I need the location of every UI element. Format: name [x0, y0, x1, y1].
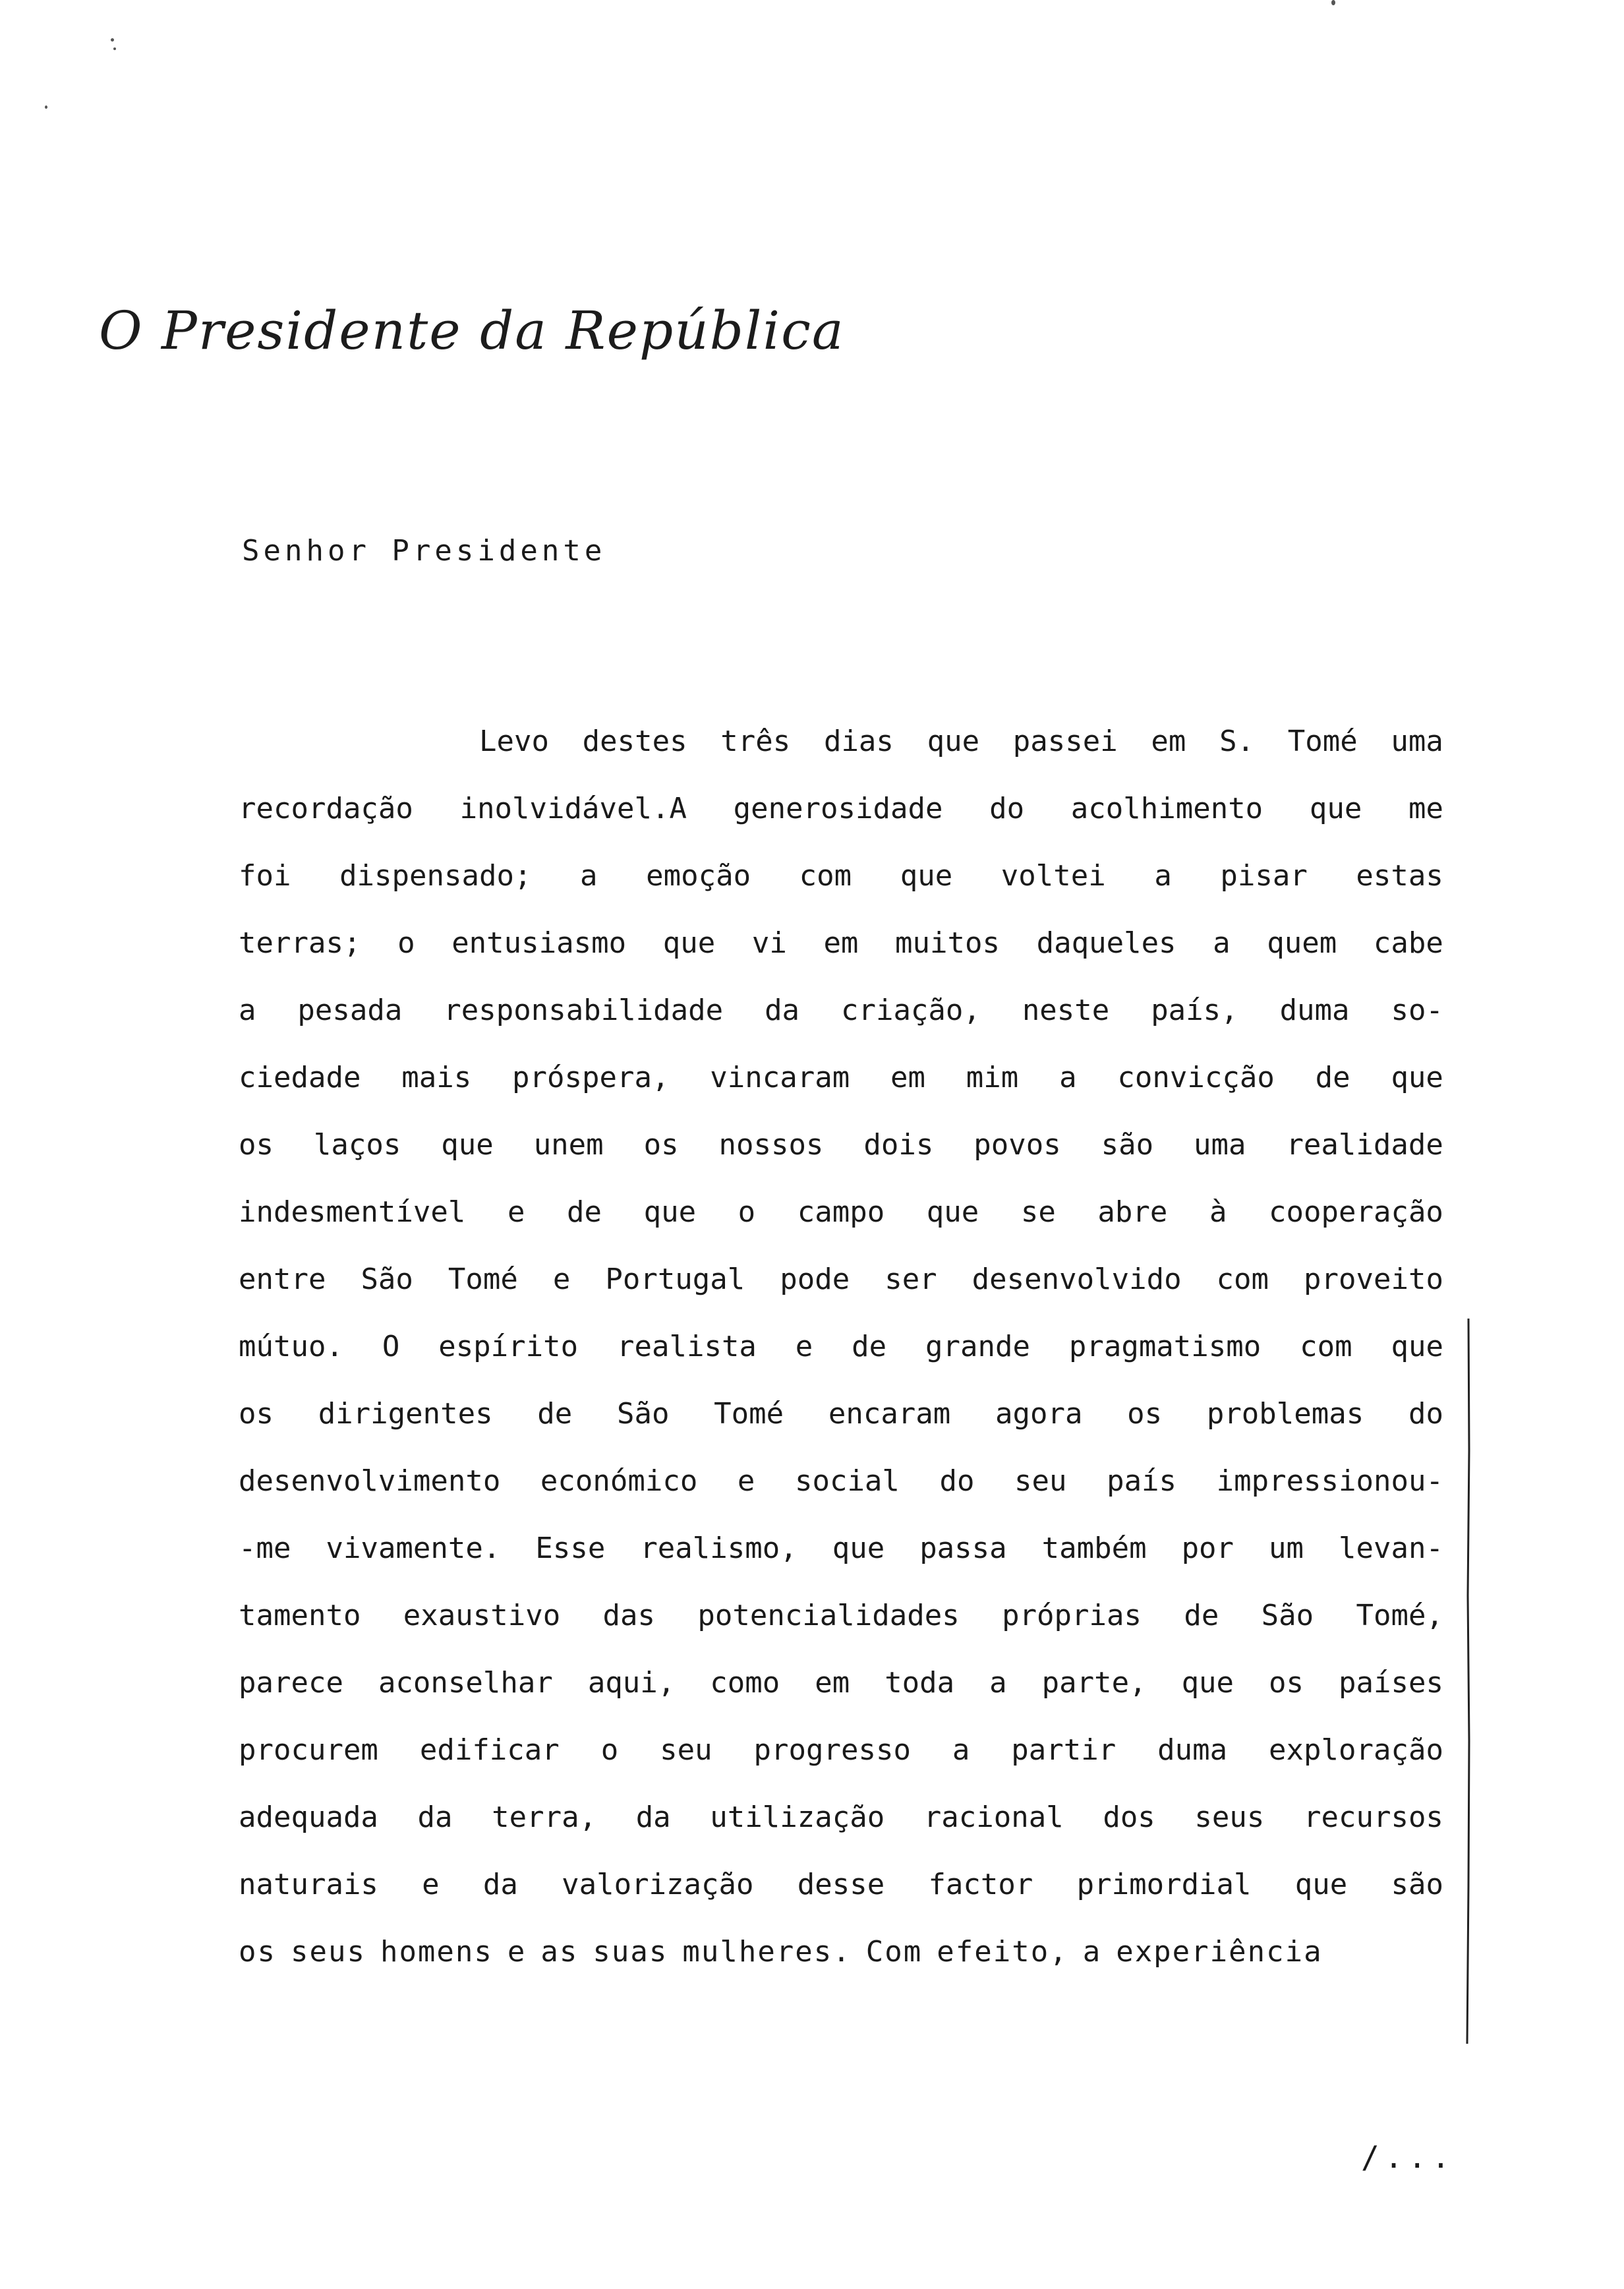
word: de: [1184, 1599, 1219, 1632]
word: São: [361, 1263, 413, 1296]
word: de: [852, 1330, 887, 1363]
word: progresso: [753, 1733, 911, 1767]
word: desse: [797, 1868, 885, 1901]
word: da: [765, 994, 800, 1027]
word: que: [662, 926, 716, 960]
word: também: [1041, 1531, 1147, 1565]
word: Portugal: [605, 1263, 745, 1296]
word: foi: [239, 859, 291, 893]
word: dias: [823, 725, 894, 758]
body-line: [239, 1865, 1443, 1932]
word: os: [643, 1128, 679, 1162]
word: -me: [239, 1531, 291, 1565]
word: entusiasmo: [451, 926, 627, 960]
scan-speck: [113, 47, 116, 50]
word: partir: [1011, 1733, 1116, 1767]
body-line: [239, 1529, 1443, 1596]
word: pisar: [1220, 859, 1308, 893]
word: unem: [533, 1128, 604, 1162]
word: são: [1391, 1868, 1443, 1901]
word: a: [1213, 926, 1231, 960]
word: tamento: [239, 1599, 361, 1632]
body-line: [239, 1125, 1443, 1193]
word: próspera,: [512, 1061, 670, 1094]
word: exploração: [1269, 1733, 1443, 1767]
word: do: [939, 1464, 975, 1498]
word: da: [635, 1800, 671, 1834]
word: recordação: [239, 792, 413, 825]
body-line: [239, 856, 1443, 924]
word: os: [239, 1935, 276, 1969]
word: naturais: [239, 1868, 378, 1901]
word: muitos: [895, 926, 1000, 960]
word: a: [989, 1666, 1007, 1700]
word: realidade: [1286, 1128, 1443, 1162]
word: homens: [380, 1935, 493, 1969]
word: Tomé,: [1356, 1599, 1443, 1632]
word: acolhimento: [1070, 792, 1263, 825]
word: seu: [660, 1733, 712, 1767]
word: como: [710, 1666, 780, 1700]
word: se: [1020, 1195, 1056, 1229]
word: a: [1059, 1061, 1077, 1094]
word: que: [927, 725, 980, 758]
word: suas: [593, 1935, 668, 1969]
letterhead-title: O Presidente da República: [99, 300, 845, 361]
word: realismo,: [640, 1531, 798, 1565]
word: do: [1408, 1397, 1443, 1431]
word: dirigentes: [318, 1397, 493, 1431]
word: inolvidável.A: [459, 792, 687, 825]
word: que: [900, 859, 953, 893]
word: nossos: [718, 1128, 824, 1162]
word: toda: [884, 1666, 955, 1700]
word: os: [1269, 1666, 1304, 1700]
word: Esse: [535, 1531, 606, 1565]
word: que: [926, 1195, 979, 1229]
word: so-: [1391, 994, 1443, 1027]
word: responsabilidade: [444, 994, 724, 1027]
word: desenvolvimento: [239, 1464, 501, 1498]
word: terras;: [239, 926, 361, 960]
word: económico: [540, 1464, 698, 1498]
body-line: [239, 1596, 1443, 1663]
word: abre: [1097, 1195, 1168, 1229]
word: o: [738, 1195, 756, 1229]
word: uma: [1194, 1128, 1246, 1162]
word: ciedade: [239, 1061, 361, 1094]
word: e: [507, 1935, 527, 1969]
word: vincaram: [710, 1061, 850, 1094]
word: seus: [1194, 1800, 1265, 1834]
word: campo: [797, 1195, 885, 1229]
scan-speck: [1331, 0, 1335, 5]
word: dispensado;: [339, 859, 532, 893]
word: os: [1127, 1397, 1163, 1431]
word: S.: [1219, 725, 1255, 758]
word: as: [540, 1935, 579, 1969]
word: passa: [919, 1531, 1007, 1565]
word: daqueles: [1036, 926, 1176, 960]
word: povos: [973, 1128, 1061, 1162]
word: de: [1315, 1061, 1350, 1094]
word: cabe: [1373, 926, 1443, 960]
page-continuation-mark: /...: [1361, 2139, 1455, 2175]
word: experiência: [1116, 1935, 1323, 1969]
word: espírito: [438, 1330, 579, 1363]
word: das: [602, 1599, 656, 1632]
word: são: [1101, 1128, 1154, 1162]
word: grande: [925, 1330, 1030, 1363]
word: mulheres.: [682, 1935, 852, 1969]
word: utilização: [710, 1800, 885, 1834]
word: que: [1391, 1330, 1443, 1363]
word: São: [1261, 1599, 1314, 1632]
word: terra,: [492, 1800, 597, 1834]
word: vivamente.: [326, 1531, 501, 1565]
body-line: [239, 1663, 1443, 1731]
word: da: [417, 1800, 453, 1834]
word: e: [552, 1263, 571, 1296]
word: pode: [780, 1263, 850, 1296]
word: realista: [617, 1330, 757, 1363]
word: com: [799, 859, 852, 893]
word: duma: [1157, 1733, 1228, 1767]
word: entre: [239, 1263, 326, 1296]
word: da: [482, 1868, 518, 1901]
word: proveito: [1304, 1263, 1443, 1296]
word: de: [567, 1195, 602, 1229]
body-line: [239, 924, 1443, 991]
word: efeito,: [937, 1935, 1068, 1969]
word: laços: [313, 1128, 401, 1162]
word: ser: [884, 1263, 937, 1296]
word: em: [823, 926, 859, 960]
body-line: [239, 1798, 1443, 1865]
word: a: [1082, 1935, 1102, 1969]
word: países: [1339, 1666, 1443, 1700]
word: desenvolvido: [972, 1263, 1182, 1296]
word: os: [239, 1128, 274, 1162]
word: racional: [923, 1800, 1064, 1834]
word: que: [643, 1195, 697, 1229]
word: edificar: [419, 1733, 560, 1767]
word: aqui,: [587, 1666, 676, 1700]
word: que: [1181, 1666, 1234, 1700]
word: de: [537, 1397, 573, 1431]
word: Com: [865, 1935, 923, 1969]
word: o: [397, 926, 415, 960]
word: emoção: [646, 859, 751, 893]
body-line: [239, 1058, 1443, 1125]
word: duma: [1279, 994, 1350, 1027]
salutation: Senhor Presidente: [242, 534, 606, 568]
word: que: [441, 1128, 494, 1162]
word: dois: [863, 1128, 934, 1162]
word: encaram: [828, 1397, 951, 1431]
word: a: [1154, 859, 1172, 893]
word: à: [1209, 1195, 1227, 1229]
word: três: [720, 725, 791, 758]
body-line: [239, 1193, 1443, 1260]
word: recursos: [1304, 1800, 1443, 1834]
body-line: [239, 722, 1443, 789]
word: e: [422, 1868, 440, 1901]
word: aconselhar: [378, 1666, 553, 1700]
word: procurem: [239, 1733, 378, 1767]
word: parece: [239, 1666, 343, 1700]
word: parte,: [1041, 1666, 1147, 1700]
word: quem: [1267, 926, 1337, 960]
word: vi: [751, 926, 787, 960]
word: dos: [1103, 1800, 1155, 1834]
word: voltei: [1000, 859, 1106, 893]
body-line: [239, 1260, 1443, 1327]
word: uma: [1391, 725, 1443, 758]
body-line: [239, 789, 1443, 856]
word: impressionou-: [1216, 1464, 1443, 1498]
word: destes: [582, 725, 687, 758]
word: convicção: [1117, 1061, 1275, 1094]
word: a: [580, 859, 598, 893]
word: e: [507, 1195, 525, 1229]
word: pragmatismo: [1068, 1330, 1262, 1363]
word: generosidade: [733, 792, 943, 825]
body-line: [239, 1462, 1443, 1529]
word: Tomé: [1287, 725, 1358, 758]
word: em: [815, 1666, 850, 1700]
word: mim: [966, 1061, 1019, 1094]
word: em: [1151, 725, 1186, 758]
word: pesada: [297, 994, 403, 1027]
word: país: [1107, 1464, 1177, 1498]
word: os: [239, 1397, 274, 1431]
body-line: [239, 1932, 1443, 2000]
word: Tomé: [448, 1263, 518, 1296]
word: mútuo.: [239, 1330, 343, 1363]
word: em: [890, 1061, 925, 1094]
word: e: [737, 1464, 755, 1498]
word: exaustivo: [403, 1599, 561, 1632]
word: a: [239, 994, 256, 1027]
word: que: [832, 1531, 885, 1565]
word: mais: [401, 1061, 472, 1094]
word: que: [1309, 792, 1362, 825]
word: valorização: [562, 1868, 754, 1901]
word: um: [1269, 1531, 1304, 1565]
word: primordial: [1076, 1868, 1252, 1901]
word: indesmentível: [239, 1195, 466, 1229]
word: seus: [290, 1935, 366, 1969]
word: neste: [1022, 994, 1110, 1027]
word: com: [1216, 1263, 1269, 1296]
word: país,: [1151, 994, 1238, 1027]
word: próprias: [1002, 1599, 1142, 1632]
word: criação,: [840, 994, 981, 1027]
word: me: [1408, 792, 1443, 825]
word: a: [952, 1733, 970, 1767]
word: Tomé: [714, 1397, 784, 1431]
word: levan-: [1339, 1531, 1443, 1565]
word: do: [989, 792, 1025, 825]
word: São: [616, 1397, 670, 1431]
word: agora: [995, 1397, 1083, 1431]
word: social: [794, 1464, 900, 1498]
letter-body: [239, 722, 1443, 2000]
word: por: [1181, 1531, 1234, 1565]
word: O: [382, 1330, 400, 1363]
word: adequada: [239, 1800, 378, 1834]
body-line: [239, 1327, 1443, 1394]
word: estas: [1356, 859, 1443, 893]
word: seu: [1014, 1464, 1067, 1498]
scan-speck: [45, 105, 47, 109]
word: problemas: [1206, 1397, 1364, 1431]
body-line: [239, 1731, 1443, 1798]
body-line: [239, 1394, 1443, 1462]
margin-line-mark: [1464, 1319, 1472, 2044]
word: cooperação: [1269, 1195, 1443, 1229]
word: factor: [928, 1868, 1033, 1901]
word: Levo: [479, 725, 549, 758]
word: e: [795, 1330, 813, 1363]
word: com: [1300, 1330, 1352, 1363]
word: que: [1294, 1868, 1348, 1901]
word: passei: [1012, 725, 1118, 758]
word: o: [600, 1733, 619, 1767]
word: que: [1391, 1061, 1443, 1094]
word: potencialidades: [697, 1599, 960, 1632]
body-line: [239, 991, 1443, 1058]
scan-speck: [111, 38, 114, 42]
